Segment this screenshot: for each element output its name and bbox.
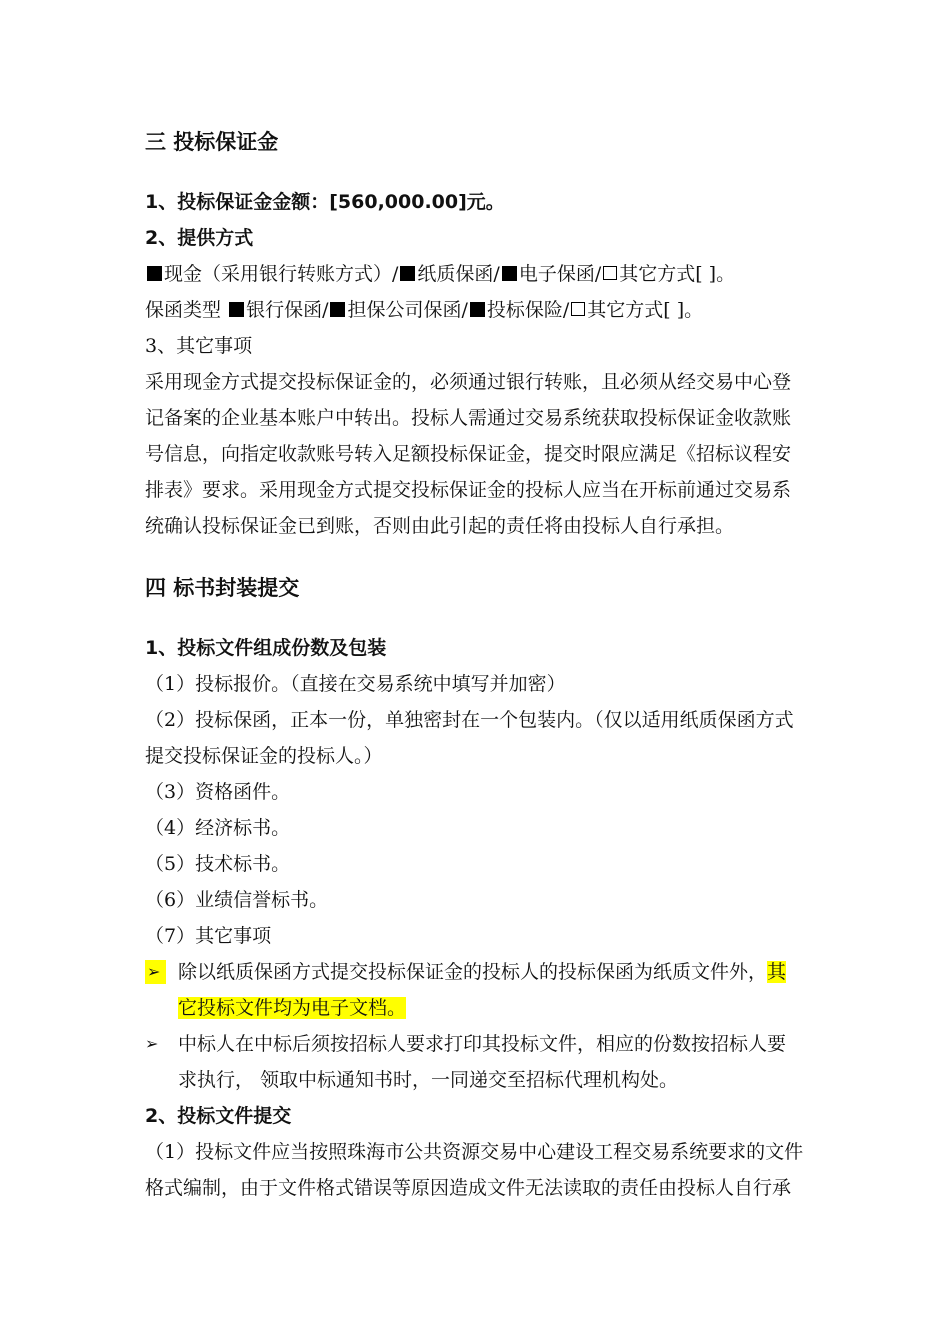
unchecked-box-icon (603, 266, 617, 280)
bullet-2-line-1: 中标人在中标后须按招标人要求打印其投标文件，相应的份数按招标人要 (178, 1033, 787, 1055)
list-item: （2）投标保函，正本一份，单独密封在一个包装内。（仅以适用纸质保函方式 (145, 709, 794, 731)
checked-box-icon (330, 302, 345, 317)
bullet-2-line-2: 求执行， 领取中标通知书时，一同递交至招标代理机构处。 (178, 1069, 679, 1091)
paragraph-line: 号信息，向指定收款账号转入足额投标保证金，提交时限应满足《招标议程安 (145, 443, 792, 465)
list-item: （1）投标报价。（直接在交易系统中填写并加密） (145, 673, 566, 695)
paragraph-line: 采用现金方式提交投标保证金的，必须通过银行转账，且必须从经交易中心登 (145, 371, 792, 393)
list-item: （3）资格函件。 (145, 781, 291, 803)
guarantee-type-label: 保函类型 (145, 299, 222, 321)
bullet-1-line-1 (178, 960, 786, 984)
checked-box-icon (147, 266, 162, 281)
checked-box-icon (470, 302, 485, 317)
method-cash: 现金（采用银行转账方式）/ (164, 263, 399, 285)
list-item: （4）经济标书。 (145, 817, 291, 839)
section-4-heading: 四 标书封装提交 (145, 576, 300, 600)
method-paper: 纸质保函/ (417, 263, 500, 285)
checked-box-icon (229, 302, 244, 317)
type-other: 其它方式[ ]。 (587, 299, 704, 321)
highlighted-text: 它投标文件均为电子文档。 (178, 997, 407, 1019)
bullet-1-text: 除以纸质保函方式提交投标保证金的投标人的投标保函为纸质文件外， (178, 961, 768, 983)
section-3-heading: 三 投标保证金 (145, 130, 279, 154)
bullet-1-line-2 (178, 996, 406, 1020)
highlighted-text: 其 (767, 961, 787, 983)
paragraph-line: 格式编制，由于文件格式错误等原因造成文件无法读取的责任由投标人自行承 (145, 1177, 792, 1199)
list-item: （5）技术标书。 (145, 853, 291, 875)
paragraph-line: （1）投标文件应当按照珠海市公共资源交易中心建设工程交易系统要求的文件 (145, 1141, 804, 1163)
payment-methods-line (145, 262, 735, 286)
submission-title: 2、投标文件提交 (145, 1105, 292, 1127)
list-item: （6）业绩信誉标书。 (145, 889, 329, 911)
arrow-bullet-icon: ➢ (145, 1034, 159, 1053)
list-item: （7）其它事项 (145, 925, 272, 947)
paragraph-line: 统确认投标保证金已到账，否则由此引起的责任将由投标人自行承担。 (145, 515, 735, 537)
deposit-amount: 1、投标保证金金额：[560,000.00]元。 (145, 191, 505, 213)
method-other: 其它方式[ ]。 (619, 263, 736, 285)
method-electronic: 电子保函/ (518, 263, 602, 285)
checked-box-icon (400, 266, 415, 281)
arrow-bullet-icon: ➢ (145, 960, 166, 984)
unchecked-box-icon (571, 302, 585, 316)
guarantee-types-line (145, 298, 703, 322)
type-bank: 银行保函/ (246, 299, 329, 321)
type-company: 担保公司保函/ (347, 299, 468, 321)
other-matters-title: 3、其它事项 (145, 335, 253, 357)
list-item: 提交投标保证金的投标人。） (145, 745, 383, 767)
type-insurance: 投标保险/ (486, 299, 570, 321)
checked-box-icon (502, 266, 517, 281)
paragraph-line: 记备案的企业基本账户中转出。投标人需通过交易系统获取投标保证金收款账 (145, 407, 792, 429)
payment-method-title: 2、提供方式 (145, 227, 254, 249)
paragraph-line: 排表》要求。采用现金方式提交投标保证金的投标人应当在开标前通过交易系 (145, 479, 792, 501)
composition-title: 1、投标文件组成份数及包装 (145, 637, 387, 659)
